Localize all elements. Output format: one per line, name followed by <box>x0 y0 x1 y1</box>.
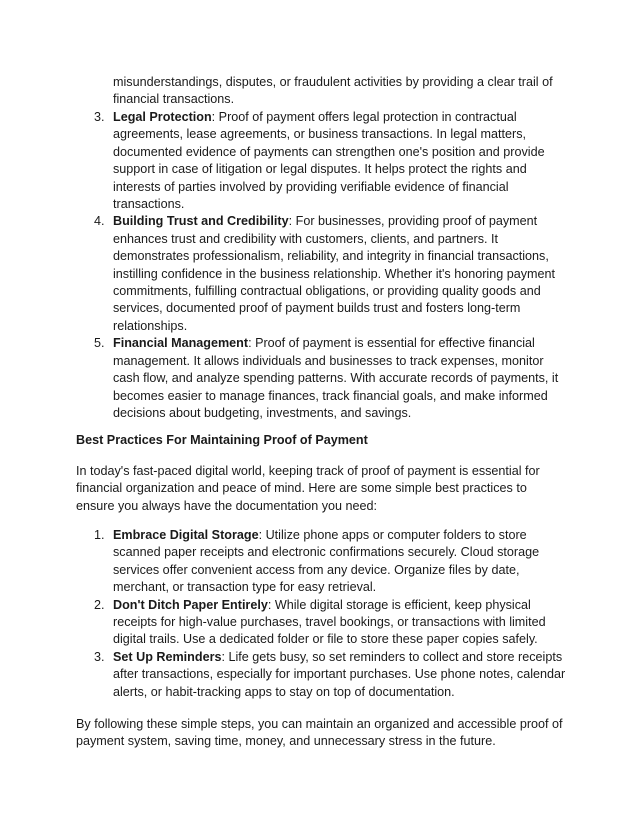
list-item-text: : While digital storage is efficient, keep physical receipts for high-value purchases, travel bookings, or transactions with limited digital trails. Use a dedicated folder or file to store these paper copies safely. <box>113 597 546 647</box>
list-item-text: : Proof of payment is essential for effective financial management. It allows individuals and businesses to track expenses, monitor cash flow, and analyze spending patterns. With accurate records of payments, it becomes easier to manage finances, track financial goals, and make informed decisions about budgeting, investments, and savings. <box>113 336 559 420</box>
list-item-number: 4. <box>94 214 105 229</box>
list-item-title: Embrace Digital Storage <box>113 528 259 542</box>
list-item-title: Don't Ditch Paper Entirely <box>113 597 268 612</box>
intro-paragraph: In today's fast-paced digital world, keeping track of proof of payment is essential for financial organization and peace of mind. Here are some simple best practices to ensure you always have the documentation you need: <box>76 464 540 513</box>
list-item-number: 1. <box>94 528 105 542</box>
list-item <box>0 649 568 701</box>
list-item-title: Financial Management <box>113 336 249 351</box>
list-item <box>0 527 568 597</box>
list-item-text: : Utilize phone apps or computer folders to store scanned paper receipts and electronic confirmations securely. Cloud storage services offer convenient access from any device. Organize files by date, merchant, or transaction type for easy retrieval. <box>113 528 540 595</box>
list-item-text: : For businesses, providing proof of payment enhances trust and credibility with customers, clients, and partners. It demonstrates professionalism, reliability, and integrity in financial transactions, instilling confidence in the business relationship. Whether it's honoring payment commitments, fulfilling contractual obligations, or providing quality goods and services, documented proof of payment builds trust and fosters long-term relationships. <box>113 214 556 333</box>
closing-paragraph: By following these simple steps, you can maintain an organized and accessible proof of payment system, saving time, money, and unnecessary stress in the future. <box>76 717 563 749</box>
list-item-number: 5. <box>94 336 105 351</box>
list-item <box>0 597 568 649</box>
continuation-paragraph: misunderstandings, disputes, or fraudulent activities by providing a clear trail of financial transactions. <box>113 75 553 107</box>
benefits-list <box>0 109 638 422</box>
list-item-text: : Proof of payment offers legal protection in contractual agreements, lease agreements, or business transactions. In legal matters, documented evidence of payments can strengthen one's position and provide support in case of litigation or legal disputes. It helps protect the rights and interests of parties involved by providing verifiable evidence of financial transactions. <box>113 110 545 212</box>
list-item-number: 2. <box>94 597 105 612</box>
list-item-title: Building Trust and Credibility <box>113 214 289 229</box>
list-item-text: : Life gets busy, so set reminders to collect and store receipts after transactions, especially for important purchases. Use phone notes, calendar alerts, or habit-tracking apps to stay on top of documentation. <box>113 649 566 699</box>
list-item-title: Legal Protection <box>113 110 212 124</box>
list-item-number: 3. <box>94 649 105 664</box>
list-item <box>0 109 568 213</box>
list-item <box>0 335 568 422</box>
section-heading: Best Practices For Maintaining Proof of Payment <box>76 433 368 447</box>
practices-list <box>0 527 638 701</box>
list-item <box>0 213 568 335</box>
list-item-number: 3. <box>94 110 105 124</box>
list-item-title: Set Up Reminders <box>113 649 222 664</box>
